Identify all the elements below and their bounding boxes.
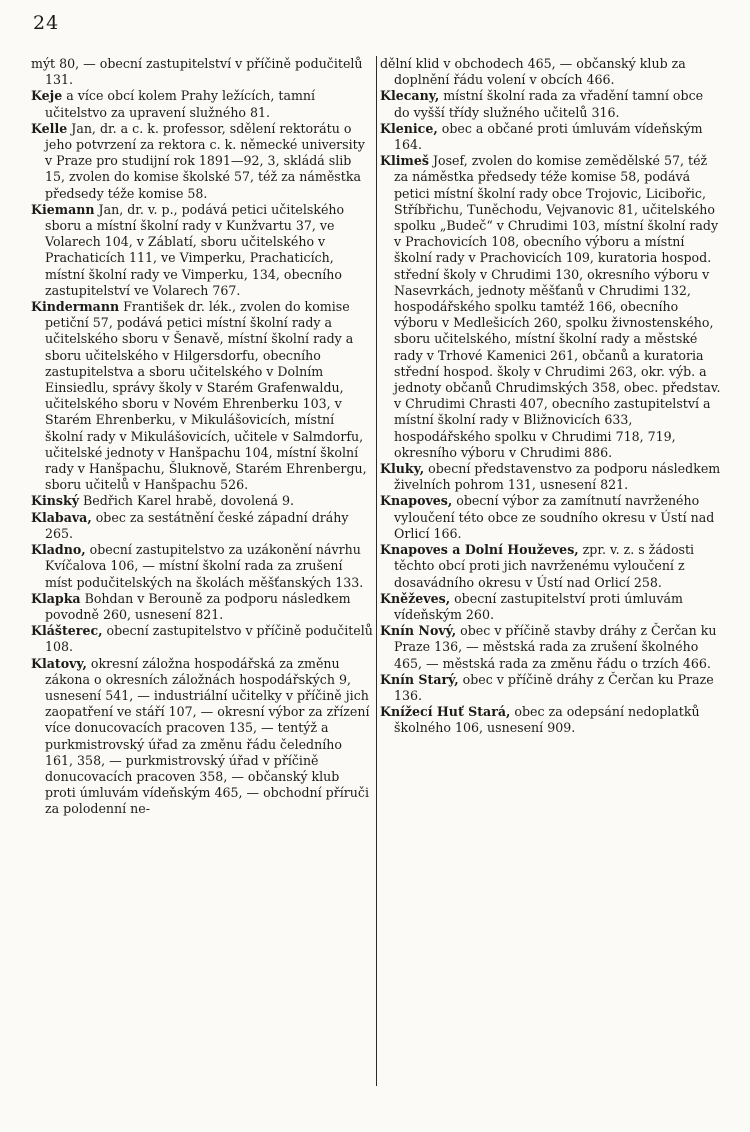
index-entry: Kladno, obecní zastupitelstvo za uzákonění návrhu Kvíčalova 106, — místní školní rada za zrušení míst podučitelských na školách měšťanských 133.	[31, 542, 364, 590]
index-entry: Knapoves, obecní výbor za zamítnutí navrženého vyloučení této obce ze soudního okresu v Ústí nad Orlicí 166.	[380, 493, 715, 541]
index-entry: Kelle Jan, dr. a c. k. professor, sdělení rektorátu o jeho potvrzení za rektora c. k. německé university v Praze pro studijní rok 1891—92, 3, skládá slib 15, zvolen do komise školské 57, též za náměstka předsedy téže komise 58.	[31, 120, 365, 201]
index-entry: Klatovy, okresní záložna hospodářská za změnu zákona o okresních záložnách hospodářských 9, usnesení 541, — industriální učitelky v příčině jich zaopatření ve stáří 107, — okresní výbor za zřízení více donucovacích pracoven 135, — tentýž a purkmistrovský úřad za změnu řádu čeledního 161, 358, — purkmistrovský úřad v příčině donucovacích pracoven 358, — občanský klub proti úmluvám vídeňským 465, — obchodní příruči za polodenní ne-	[31, 655, 370, 817]
column-divider	[376, 56, 377, 1086]
index-entry: Kněževes, obecní zastupitelství proti úmluvám vídeňským 260.	[380, 590, 683, 622]
index-entry: Klimeš Josef, zvolen do komise zemědělské 57, též za náměstka předsedy téže komise 58, podává petici místní školní rady obce Trojovic, Licibořic, Stříbřichu, Tuněchodu, Vejvanovic 81, učitelského spolku „Budeč“ v Chrudimi 103, místní školní rady v Prachovicích 108, obecního výboru a místní školní rady v Prachovicích 109, kuratoria hospod. střední školy v Chrudimi 130, okresního výboru v Nasevrkách, jednoty měšťanů v Chrudimi 132, hospodářského spolku tamtéž 166, obecního výboru v Medlešicích 260, spolku živnostenského, sboru učitelského, místní školní rady a městské rady v Trhové Kamenici 261, občanů a kuratoria střední hospod. školy v Chrudimi 263, okr. výb. a jednoty občanů Chrudimských 358, obec. představ. v Chrudimi Chrasti 407, obecního zastupitelství a místní školní rady v Bližnovicích 633, hospodářského spolku v Chrudimi 718, 719, okresního výboru v Chrudimi 886.	[380, 153, 721, 460]
index-entry: Klenice, obec a občané proti úmluvám vídeňským 164.	[380, 120, 703, 153]
index-entry: mýt 80, — obecní zastupitelství v příčině podučitelů 131.	[31, 56, 363, 88]
index-entry: Klabava, obec za sestátnění české západní dráhy 265.	[31, 509, 349, 541]
index-entry: Knapoves a Dolní Houževes, zpr. v. z. s žádosti těchto obcí proti jich navrženému vyloučení z dosavádního okresu v Ústí nad Orlicí 258.	[380, 542, 695, 590]
index-entry: Knín Starý, obec v příčině dráhy z Čerčan ku Praze 136.	[380, 671, 714, 703]
index-entry: dělní klid v obchodech 465, — občanský klub za doplnění řádu volení v obcích 466.	[380, 56, 686, 88]
index-entry: Klapka Bohdan v Berouně za podporu následkem povodně 260, usnesení 821.	[31, 590, 351, 622]
left-column	[31, 56, 373, 818]
index-entry: Kindermann František dr. lék., zvolen do komise petiční 57, podává petici místní školní rady a učitelského sboru v Šenavě, místní školní rady a sboru učitelského v Hilgersdorfu, obecního zastupitelstva a sboru učitelského v Dolním Einsiedlu, správy školy v Starém Grafenwaldu, učitelského sboru v Novém Ehrenberku 103, v Starém Ehrenberku, v Mikulášovicích, místní školní rady v Mikulášovicích, učitele v Salmdorfu, učitelské jednoty v Hanšpachu 104, místní školní rady v Hanšpachu, Šluknově, Starém Ehrenbergu, sboru učitelů v Hanšpachu 526.	[31, 299, 367, 493]
index-entry: Keje a více obcí kolem Prahy ležících, tamní učitelstvo za upravení služného 81.	[31, 88, 316, 120]
index-entry: Klecany, místní školní rada za vřadění tamní obce do vyšší třídy služného učitelů 316.	[380, 88, 704, 120]
index-entry: Klášterec, obecní zastupitelstvo v příčině podučitelů 108.	[31, 623, 373, 655]
index-entry: Knín Nový, obec v příčině stavby dráhy z Čerčan ku Praze 136, — městská rada za zrušení školného 465, — městská rada za změnu řádu o trzích 466.	[380, 623, 717, 671]
right-column	[380, 56, 722, 737]
index-entry: Kinský Bedřich Karel hrabě, dovolená 9.	[31, 493, 295, 509]
index-entry: Kiemann Jan, dr. v. p., podává petici učitelského sboru a místní školní rady v Kunžvartu 37, ve Volarech 104, v Záblatí, sboru učitelského v Prachaticích 111, ve Vimperku, Prachaticích, místní školní rady ve Vimperku, 134, obecního zastupitelství ve Volarech 767.	[31, 201, 345, 298]
index-entry: Kluky, obecní představenstvo za podporu následkem živelních pohrom 131, usnesení 821.	[380, 461, 721, 493]
page-number: 24	[33, 12, 60, 34]
index-entry: Knížecí Huť Stará, obec za odepsání nedoplatků školného 106, usnesení 909.	[380, 704, 700, 736]
